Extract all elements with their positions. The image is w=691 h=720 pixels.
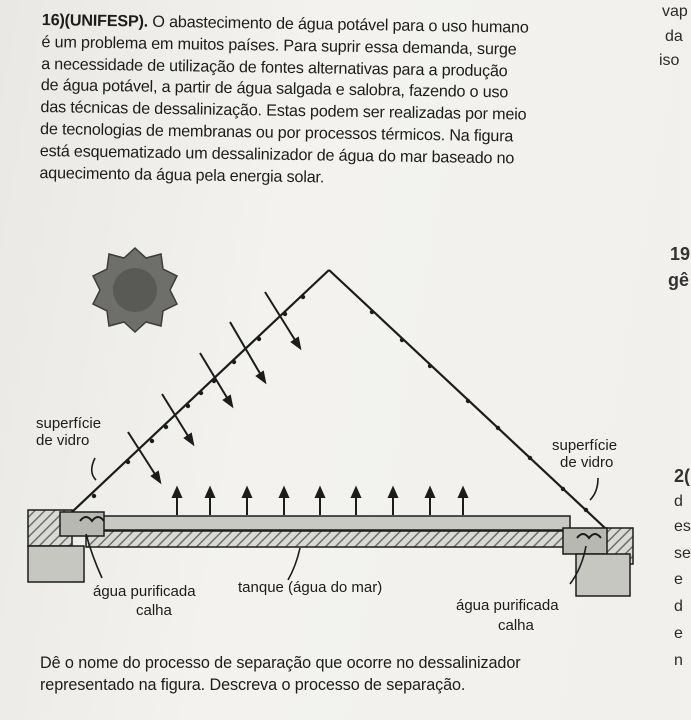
question-line-1: 16)(UNIFESP). O abastecimento de água potável para o uso humano bbox=[41, 10, 529, 37]
fragment: n bbox=[674, 652, 683, 669]
tank-sea-water bbox=[100, 516, 570, 530]
gutter-left bbox=[60, 512, 104, 536]
label-gutter-left: calha bbox=[136, 602, 172, 619]
sun-icon bbox=[93, 248, 177, 332]
label-gutter-right: calha bbox=[498, 617, 534, 634]
label-glass-left: superfície de vidro bbox=[36, 415, 102, 449]
fragment: 2( bbox=[674, 466, 691, 486]
condensation-droplets bbox=[92, 295, 588, 512]
fragment: 19 bbox=[670, 244, 691, 264]
prompt-line-2: representado na figura. Descreva o processo de separação. bbox=[40, 676, 466, 694]
fragment: da bbox=[665, 28, 683, 45]
label-purified-water-right: água purificada bbox=[456, 597, 559, 614]
question-line-8: aquecimento da água pela energia solar. bbox=[39, 163, 325, 187]
adjacent-column-fragments bbox=[645, 0, 691, 720]
fragment: se bbox=[674, 545, 691, 562]
fragment: e bbox=[674, 625, 683, 642]
prompt-line-1: Dê o nome do processo de separação que ocorre no dessalinizador bbox=[40, 654, 521, 672]
fragment: e bbox=[674, 571, 683, 588]
fragment: gê bbox=[668, 270, 690, 290]
question-number: 16)(UNIFESP). bbox=[41, 10, 149, 31]
label-purified-water-left: água purificada bbox=[93, 583, 196, 600]
fragment: d bbox=[674, 493, 683, 510]
fragment: es bbox=[674, 518, 691, 535]
question-line-4: de água potável, a partir de água salgada e salobra, fazendo o uso bbox=[40, 76, 509, 102]
vapor-arrows bbox=[173, 488, 467, 515]
fragment: vap bbox=[662, 3, 688, 20]
tank-insulation bbox=[86, 531, 574, 547]
support-right bbox=[576, 554, 630, 596]
label-glass-right: superfície de vidro bbox=[552, 437, 618, 471]
label-tank: tanque (água do mar) bbox=[238, 579, 383, 596]
fragment: d bbox=[674, 598, 683, 615]
question-line-7: está esquematizado um dessalinizador de água do mar baseado no bbox=[39, 141, 515, 168]
question-line-5: das técnicas de dessalinização. Estas podem ser realizadas por meio bbox=[40, 98, 527, 124]
fragment: iso bbox=[659, 52, 680, 69]
question-line-3: a necessidade de utilização de fontes alternativas para a produção bbox=[41, 54, 508, 80]
question-prompt bbox=[40, 652, 650, 696]
support-left bbox=[28, 546, 84, 582]
question-line-6: de tecnologias de membranas ou por processos térmicos. Na figura bbox=[39, 119, 514, 146]
question-line-2: é um problema em muitos países. Para suprir essa demanda, surge bbox=[41, 32, 517, 59]
